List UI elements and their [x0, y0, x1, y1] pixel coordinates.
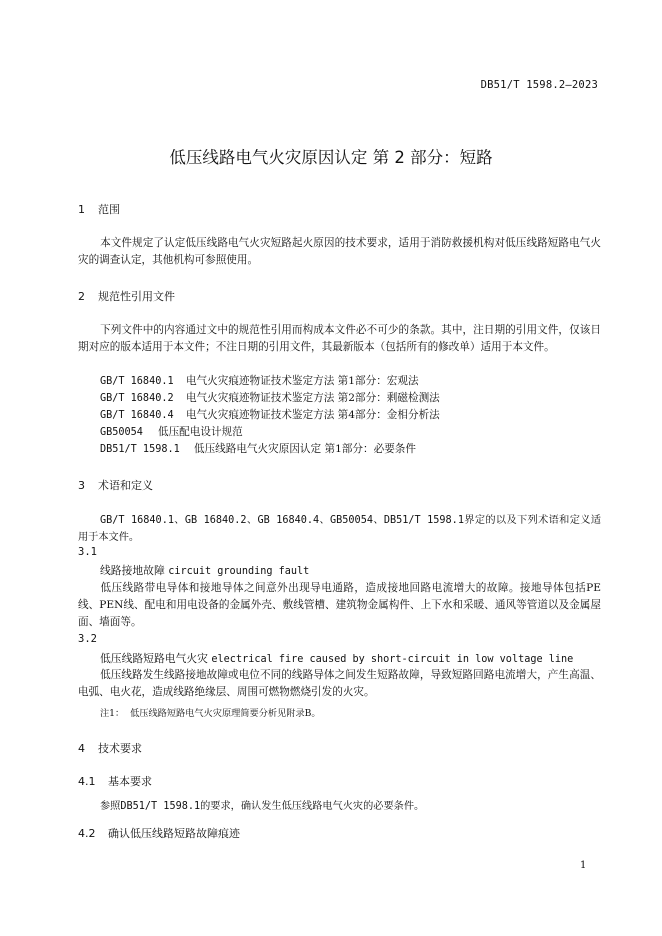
section-4-heading — [78, 740, 142, 756]
section-title: 术语和定义 — [98, 479, 153, 492]
section-title: 规范性引用文件 — [98, 290, 175, 303]
reference-title: 电气火灾痕迹物证技术鉴定方法 第1部分：宏观法 — [186, 375, 419, 387]
subsection-4-1-paragraph — [100, 798, 424, 815]
paragraph-text: 本文件规定了认定低压线路电气火灾短路起火原因的技术要求，适用于消防救援机构对低压线路短路电气火灾的调查认定，其他机构可参照使用。 — [78, 237, 601, 266]
section-2-paragraph — [78, 322, 601, 356]
note-label: 注1： — [100, 708, 125, 719]
section-number: 2 — [78, 290, 85, 303]
term-entry — [100, 651, 573, 666]
subsection-4-1-heading — [78, 773, 152, 789]
reference-title: 电气火灾痕迹物证技术鉴定方法 第4部分：金相分析法 — [186, 409, 440, 421]
normative-reference — [100, 373, 419, 388]
note — [100, 705, 321, 719]
section-3-heading — [78, 477, 153, 493]
definition-text: 低压线路带电导体和接地导体之间意外出现导电通路，造成接地回路电流增大的故障。接地导体包括PE线、PEN线、配电和用电设备的金属外壳、敷线管槽、建筑物金属构件、上下水和采暖、通风等管道以及金属屋面、墙面等。 — [78, 582, 601, 628]
note-text: 低压线路短路电气火灾原理简要分析见附录B。 — [130, 708, 321, 719]
section-3-paragraph — [78, 512, 601, 546]
paragraph-text: GB/T 16840.1、GB 16840.2、GB 16840.4、GB50054、DB51/T 1598.1界定的以及下列术语和定义适用于本文件。 — [78, 515, 601, 543]
term-english: electrical fire caused by short-circuit in low voltage line — [211, 654, 574, 665]
normative-reference — [100, 424, 243, 439]
reference-code: GB50054 — [100, 427, 143, 438]
section-1-paragraph — [78, 235, 601, 269]
paragraph-text: 参照DB51/T 1598.1的要求，确认发生低压线路电气火灾的必要条件。 — [100, 801, 425, 812]
section-number: 3 — [78, 479, 85, 492]
section-number: 4 — [78, 742, 85, 755]
section-1-heading — [78, 201, 120, 217]
section-number: 1 — [78, 203, 85, 216]
reference-title: 低压配电设计规范 — [158, 426, 243, 438]
term-definition — [78, 580, 601, 631]
standard-number: DB51/T 1598.2—2023 — [480, 79, 598, 91]
term-definition — [78, 667, 601, 701]
reference-code: DB51/T 1598.1 — [100, 444, 180, 455]
clause-number: 3.2 — [78, 633, 97, 645]
paragraph-text: 下列文件中的内容通过文中的规范性引用而构成本文件必不可少的条款。其中，注日期的引用文件，仅该日期对应的版本适用于本文件；不注日期的引用文件，其最新版本（包括所有的修改单）适用于本文件。 — [78, 324, 601, 353]
normative-reference — [100, 441, 416, 456]
term-entry — [100, 563, 309, 578]
normative-reference — [100, 390, 440, 405]
definition-text: 低压线路发生线路接地故障或电位不同的线路导体之间发生短路故障，导致短路回路电流增大，产生高温、电弧、电火花，造成线路绝缘层、周围可燃物燃烧引发的火灾。 — [78, 669, 601, 698]
reference-title: 电气火灾痕迹物证技术鉴定方法 第2部分：剩磁检测法 — [186, 392, 440, 404]
reference-code: GB/T 16840.1 — [100, 376, 174, 387]
reference-code: GB/T 16840.4 — [100, 410, 174, 421]
term-chinese: 线路接地故障 — [100, 564, 165, 577]
term-english: circuit grounding fault — [168, 566, 310, 577]
subsection-number: 4.2 — [78, 827, 96, 840]
section-title: 技术要求 — [98, 742, 142, 755]
subsection-4-2-heading — [78, 825, 240, 841]
reference-code: GB/T 16840.2 — [100, 393, 174, 404]
normative-reference — [100, 407, 440, 422]
clause-number: 3.1 — [78, 546, 97, 558]
subsection-title: 确认低压线路短路故障痕迹 — [108, 827, 240, 840]
document-title: 低压线路电气火灾原因认定 第 2 部分：短路 — [169, 148, 493, 167]
section-title: 范围 — [98, 203, 120, 216]
section-2-heading — [78, 288, 175, 304]
subsection-number: 4.1 — [78, 775, 96, 788]
page-number: 1 — [580, 860, 587, 871]
reference-title: 低压线路电气火灾原因认定 第1部分：必要条件 — [194, 443, 416, 455]
subsection-title: 基本要求 — [108, 775, 152, 788]
term-chinese: 低压线路短路电气火灾 — [100, 652, 208, 665]
